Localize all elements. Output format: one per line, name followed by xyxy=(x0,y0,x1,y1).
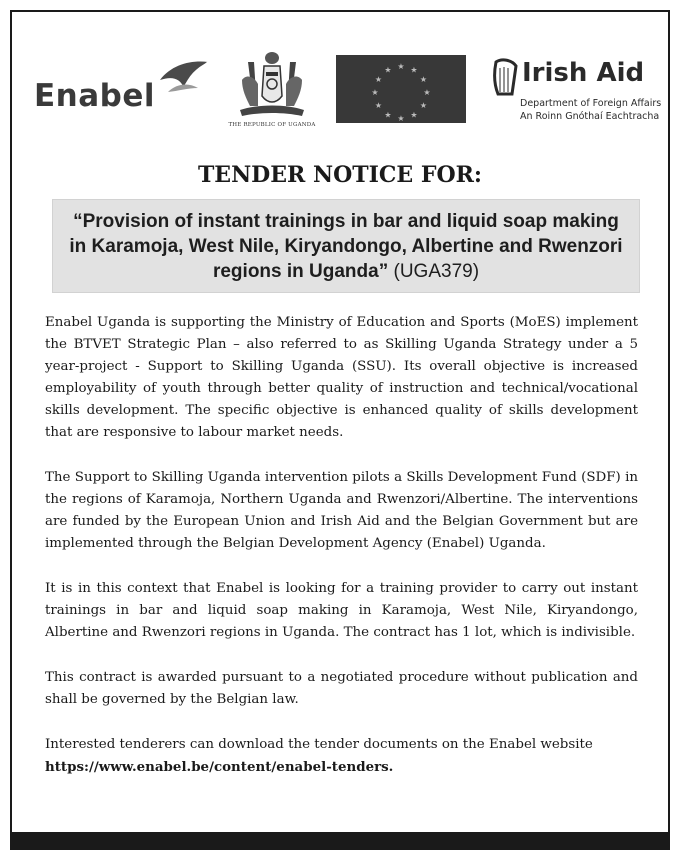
svg-text:★: ★ xyxy=(384,65,392,75)
eu-stars-icon xyxy=(336,55,466,123)
tender-reference: (UGA379) xyxy=(388,261,480,282)
svg-text:★: ★ xyxy=(410,65,418,75)
closing-text: Interested tenderers can download the tender documents on the Enabel website xyxy=(45,737,593,752)
tender-title-line-3 xyxy=(53,259,639,284)
uganda-coat-of-arms xyxy=(228,50,316,134)
svg-text:★: ★ xyxy=(419,101,428,110)
paragraph-legal: This contract is awarded pursuant to a negotiated procedure without publication and shall be governed by the Belgian law. xyxy=(45,670,638,707)
svg-text:★: ★ xyxy=(410,110,418,120)
irish-aid-wordmark: Irish Aid xyxy=(522,58,645,88)
paragraph-context: It is in this context that Enabel is looking for a training provider to carry out instant trainings in bar and liquid soap making in Karamoja, West Nile, Kiryandongo, Albertine and Rwenzori regions in Uganda. The contract has 1 lot, which is indivisible. xyxy=(45,581,638,640)
tender-title-line-1: “Provision of instant trainings in bar and liquid soap making xyxy=(73,211,619,232)
harp-icon xyxy=(492,58,518,98)
svg-text:★: ★ xyxy=(374,75,383,84)
enabel-logo xyxy=(34,58,214,120)
svg-text:★: ★ xyxy=(419,75,428,84)
tender-title-box xyxy=(52,199,640,293)
tender-title-line-3-text: regions in Uganda” xyxy=(212,261,389,282)
notice-heading: TENDER NOTICE FOR: xyxy=(197,162,483,188)
eu-flag xyxy=(336,55,466,123)
paragraph-program: Enabel Uganda is supporting the Ministry of Education and Sports (MoES) implement the BTVET Strategic Plan – also referred to as Skilling Uganda Strategy under a 5 year-project - Support to Skilling Uganda (SSU). Its overall objective is increased employability of youth through better quality of instruction and technical/vocational skills development. The specific objective is enhanced quality of skills development that are responsive to labour market needs. xyxy=(45,315,638,440)
paragraph-intervention: The Support to Skilling Uganda intervention pilots a Skills Development Fund (SDF) in the regions of Karamoja, Northern Uganda and Rwenzori/Albertine. The interventions are funded by the European Union and Irish Aid and the Belgian Government but are implemented through the Belgian Development Agency (Enabel) Uganda. xyxy=(45,470,638,551)
bottom-bar xyxy=(10,832,670,850)
svg-text:★: ★ xyxy=(384,110,392,120)
svg-text:★: ★ xyxy=(371,88,379,97)
irish-aid-line-1: Department of Foreign Affairs xyxy=(520,98,662,109)
tender-title-line-2: in Karamoja, West Nile, Kiryandongo, Albertine and Rwenzori xyxy=(69,236,623,257)
enabel-leaf-icon xyxy=(154,58,210,98)
paragraph-closing xyxy=(45,734,638,778)
notice-body xyxy=(45,312,638,778)
coat-of-arms-icon xyxy=(228,50,316,122)
tender-url-link[interactable]: https://www.enabel.be/content/enabel-tenders. xyxy=(45,759,394,775)
svg-text:★: ★ xyxy=(374,101,383,110)
irish-aid-logo xyxy=(492,56,662,128)
uganda-caption: THE REPUBLIC OF UGANDA xyxy=(228,122,316,128)
svg-text:★: ★ xyxy=(423,88,431,97)
irish-aid-line-2: An Roinn Gnóthaí Eachtracha xyxy=(520,111,660,122)
svg-text:★: ★ xyxy=(397,114,405,123)
svg-text:★: ★ xyxy=(397,62,405,71)
enabel-wordmark: Enabel xyxy=(34,78,156,114)
